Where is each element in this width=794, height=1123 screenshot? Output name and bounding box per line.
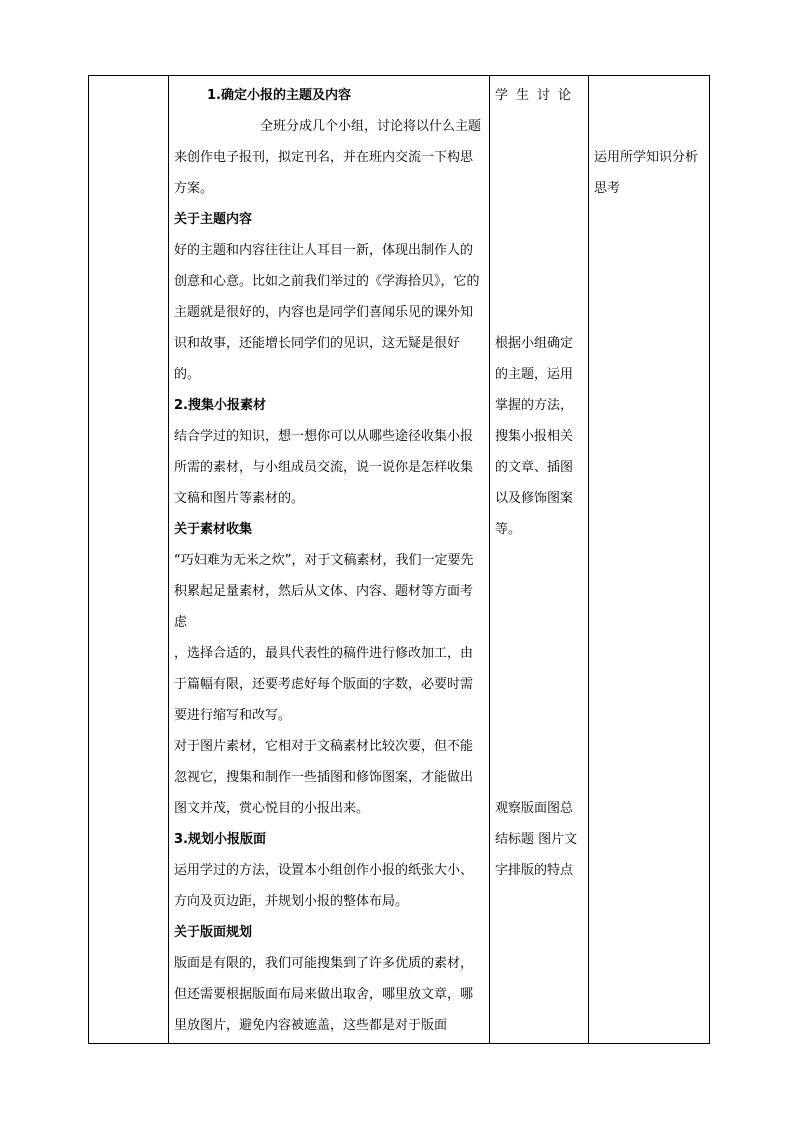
teaching-content-cell — [169, 76, 490, 1044]
design-intent-text: 运用所学知识分析思考 — [594, 150, 699, 196]
table-row — [89, 76, 710, 1044]
material-paragraph-3: 对于图片素材，它相对于文稿素材比较次要，但不能忽视它，搜集和制作一些插图和修饰图案，才能做出图文并茂，赏心悦目的小报出来。 — [174, 739, 474, 816]
student-collect-text: 根据小组确定的主题，运用掌握的方法，搜集小报相关的文章、插图以及修饰图案等。 — [495, 336, 574, 537]
student-activity-cell — [490, 76, 589, 1044]
material-paragraph-2: ，选择合适的，最具代表性的稿件进行修改加工，由于篇幅有限，还要考虑好每个版面的字数，必要时需要进行缩写和改写。 — [174, 646, 474, 723]
section-1-title: 1.确定小报的主题及内容 — [207, 88, 351, 103]
section-3-title: 3.规划小报版面 — [174, 832, 266, 847]
layout-paragraph: 版面是有限的，我们可能搜集到了许多优质的素材，但还需要根据版面布局来做出取舍，哪里放文章，哪里放图片，避免内容被遮盖，这些都是对于版面 — [174, 956, 474, 1033]
topic-paragraph: 好的主题和内容往往让人耳目一新，体现出制作人的创意和心意。比如之前我们举过的《学海拾贝》，它的主题就是很好的，内容也是同学们喜闻乐见的课外知识和故事，还能增长同学们的见识，这无疑是很好的。 — [174, 243, 480, 382]
lesson-plan-table — [88, 75, 710, 1044]
student-discuss-text: 学生讨论 — [495, 88, 580, 103]
layout-heading: 关于版面规划 — [174, 925, 253, 940]
material-heading: 关于素材收集 — [174, 522, 253, 537]
section-2-title: 2.搜集小报素材 — [174, 398, 266, 413]
design-intent-cell — [589, 76, 710, 1044]
topic-heading: 关于主题内容 — [174, 212, 253, 227]
material-paragraph-1: “巧妇难为无米之炊”，对于文稿素材，我们一定要先积累起足量素材，然后从文体、内容、题材等方面考虑 — [174, 553, 474, 630]
empty-cell — [89, 76, 169, 1044]
section-3-paragraph: 运用学过的方法，设置本小组创作小报的纸张大小、方向及页边距，并规划小报的整体布局。 — [174, 863, 474, 909]
student-observe-text: 观察版面图总结标题 图片文字排版的特点 — [495, 801, 578, 878]
section-2-paragraph: 结合学过的知识，想一想你可以从哪些途径收集小报所需的素材，与小组成员交流，说一说你是怎样收集文稿和图片等素材的。 — [174, 429, 474, 506]
section-1-paragraph: 全班分成几个小组，讨论将以什么主题来创作电子报刊，拟定刊名，并在班内交流一下构思方案。 — [174, 119, 482, 196]
